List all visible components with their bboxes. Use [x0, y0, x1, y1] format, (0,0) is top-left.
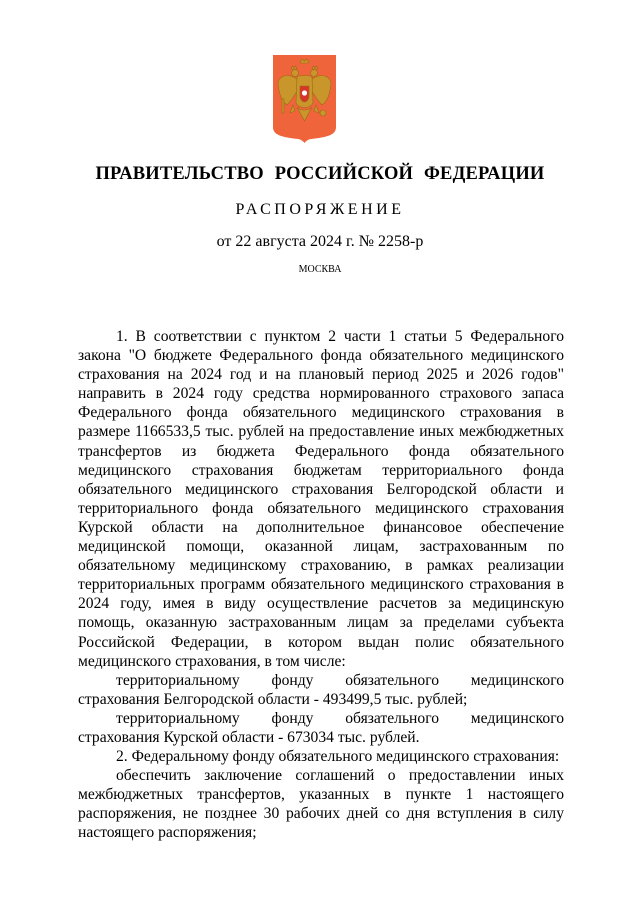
paragraph-2: 2. Федеральному фонду обязательного медицинского страхования:	[116, 748, 560, 766]
coat-of-arms-emblem	[273, 55, 336, 143]
document-body	[78, 327, 564, 843]
paragraph-2-sub: обеспечить заключение соглашений о предоставлении иных межбюджетных трансфертов, указанных в пункте 1 настоящего распоряжения, не позднее 30 рабочих дней со дня вступления в силу настоящего распоряжения;	[78, 767, 564, 842]
government-title: ПРАВИТЕЛЬСТВО РОССИЙСКОЙ ФЕДЕРАЦИИ	[95, 164, 545, 184]
double-headed-eagle-icon	[273, 55, 336, 143]
paragraph-belgorod: территориальному фонду обязательного медицинского страхования Белгородской области - 493499,5 тыс. рублей;	[78, 671, 564, 708]
paragraph-kursk: территориальному фонду обязательного медицинского страхования Курской области - 673034 тыс. рублей.	[78, 709, 564, 746]
document-type: РАСПОРЯЖЕНИЕ	[235, 201, 405, 218]
document-city: МОСКВА	[298, 264, 342, 275]
document-date-number: от 22 августа 2024 г. № 2258-р	[216, 233, 424, 250]
paragraph-1: 1. В соответствии с пунктом 2 части 1 статьи 5 Федерального закона "О бюджете Федерального фонда обязательного медицинского страхования на 2024 год и на плановый период 2025 и 2026 годов" направить в 2024 году средства нормированного страхового запаса Федерального фонда обязательного медицинского страхования в размере 1166533,5 тыс. рублей на предоставление иных межбюджетных трансфертов из бюджета Федерального фонда обязательного медицинского страхования бюджетам территориального фонда обязательного медицинского страхования Белгородской области и территориального фонда обязательного медицинского страхования Курской области на дополнительное финансовое обеспечение медицинской помощи, оказанной лицам, застрахованным по обязательному медицинскому страхованию, в рамках реализации территориальных программ обязательного медицинского страхования в 2024 году, имея в виду осуществление расчетов за медицинскую помощь, оказанную застрахованным лицам за пределами субъекта Российской Федерации, в котором выдан полис обязательного медицинского страхования, в том числе:	[78, 328, 564, 670]
